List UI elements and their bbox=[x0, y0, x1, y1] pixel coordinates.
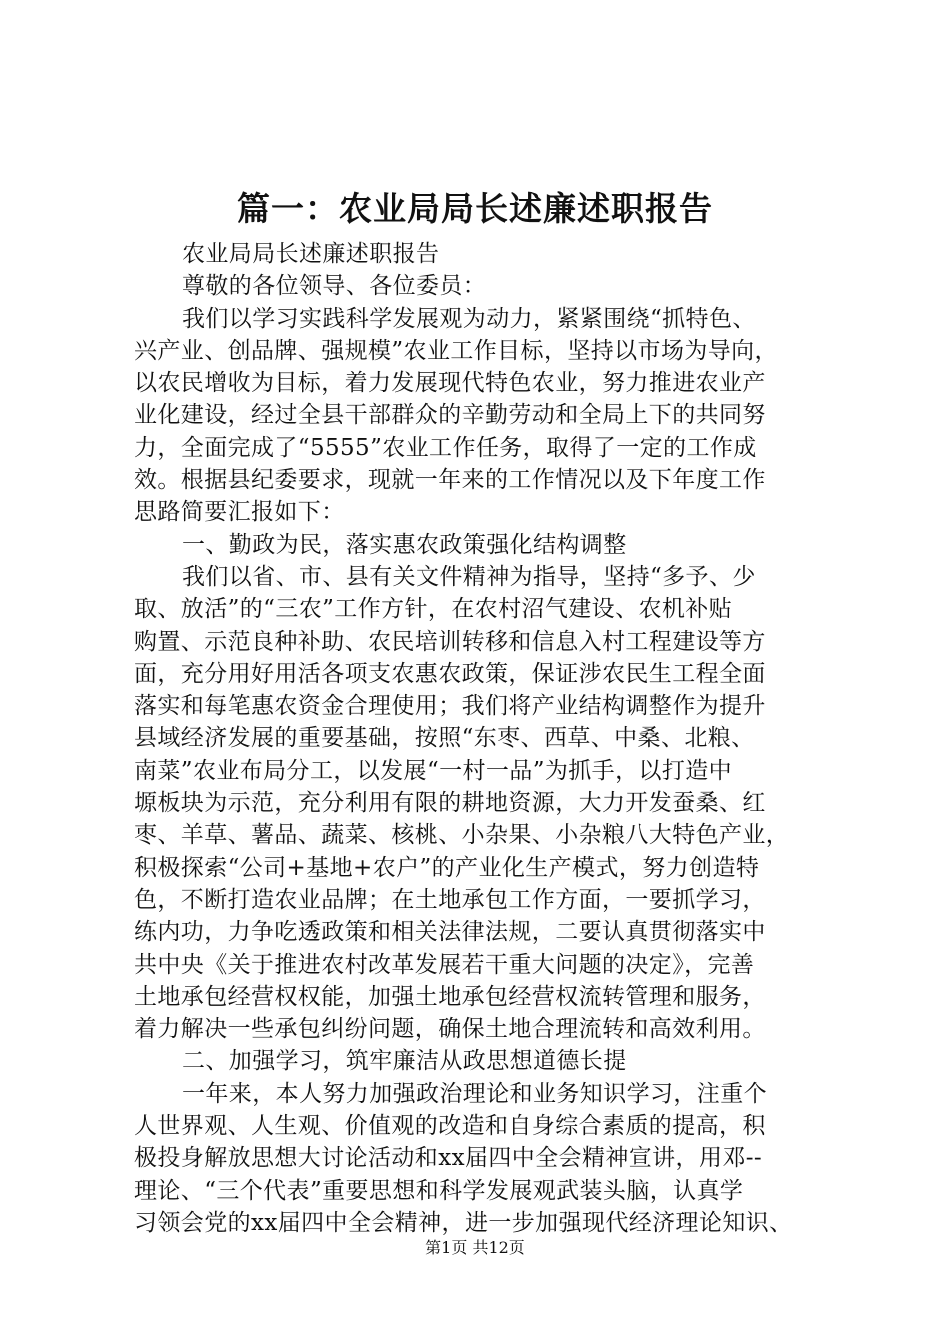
document-body bbox=[134, 238, 842, 1239]
text-line: 一、勤政为民，落实惠农政策强化结构调整 bbox=[182, 531, 627, 558]
text-line: 色，不断打造农业品牌；在土地承包工作方面，一要抓学习， bbox=[134, 886, 766, 913]
text-line: 效。根据县纪委要求，现就一年来的工作情况以及下年度工作 bbox=[134, 467, 766, 494]
text-line: 理论、“三个代表”重要思想和科学发展观武装头脑，认真学 bbox=[134, 1177, 744, 1204]
text-line: 县域经济发展的重要基础，按照“东枣、西草、中桑、北粮、 bbox=[134, 725, 755, 752]
text-line: 练内功，力争吃透政策和相关法律法规，二要认真贯彻落实中 bbox=[134, 919, 766, 946]
text-line: 土地承包经营权权能，加强土地承包经营权流转管理和服务， bbox=[134, 983, 766, 1010]
text-line: 共中央《关于推进农村改革发展若干重大问题的决定》，完善 bbox=[134, 951, 755, 978]
text-line: 购置、示范良种补助、农民培训转移和信息入村工程建设等方 bbox=[134, 628, 766, 655]
document-title: 篇一：农业局局长述廉述职报告 bbox=[237, 189, 713, 228]
text-line: 人世界观、人生观、价值观的改造和自身综合素质的提高，积 bbox=[134, 1113, 766, 1140]
text-line: 着力解决一些承包纠纷问题，确保土地合理流转和高效利用。 bbox=[134, 1016, 766, 1043]
text-line: 我们以省、市、县有关文件精神为指导，坚持“多予、少 bbox=[182, 563, 756, 590]
text-line: 枣、羊草、薯品、蔬菜、核桃、小杂果、小杂粮八大特色产业， bbox=[134, 822, 790, 849]
text-line: 兴产业、创品牌、强规模”农业工作目标，坚持以市场为导向， bbox=[134, 337, 778, 364]
text-line: 以农民增收为目标，着力发展现代特色农业，努力推进农业产 bbox=[134, 370, 766, 397]
page-indicator: 第1页 共12页 bbox=[425, 1238, 525, 1257]
text-line: 面，充分用好用活各项支农惠农政策，保证涉农民生工程全面 bbox=[134, 660, 766, 687]
text-line: 落实和每笔惠农资金合理使用；我们将产业结构调整作为提升 bbox=[134, 693, 766, 720]
text-line: 极投身解放思想大讨论活动和xx届四中全会精神宣讲，用邓-- bbox=[134, 1145, 763, 1172]
text-line: 业化建设，经过全县干部群众的辛勤劳动和全局上下的共同努 bbox=[134, 402, 766, 429]
text-line: 尊敬的各位领导、各位委员： bbox=[182, 273, 487, 300]
text-line: 一年来，本人努力加强政治理论和业务知识学习，注重个 bbox=[182, 1080, 767, 1107]
text-line: 塬板块为示范，充分利用有限的耕地资源，大力开发蚕桑、红 bbox=[134, 790, 766, 817]
text-line: 农业局局长述廉述职报告 bbox=[182, 241, 440, 267]
text-line: 力，全面完成了“5555”农业工作任务，取得了一定的工作成 bbox=[134, 434, 757, 461]
text-line: 南菜”农业布局分工，以发展“一村一品”为抓手，以打造中 bbox=[134, 757, 733, 784]
text-line: 习领会党的xx届四中全会精神，进一步加强现代经济理论知识、 bbox=[134, 1209, 793, 1236]
text-line: 取、放活”的“三农”工作方针，在农村沼气建设、农机补贴 bbox=[134, 596, 733, 623]
text-line: 积极探索“公司+基地+农户”的产业化生产模式，努力创造特 bbox=[134, 854, 760, 881]
text-line: 我们以学习实践科学发展观为动力，紧紧围绕“抓特色、 bbox=[182, 305, 756, 332]
text-line: 二、加强学习，筑牢廉洁从政思想道德长提 bbox=[182, 1048, 627, 1075]
text-line: 思路简要汇报如下： bbox=[134, 499, 345, 526]
